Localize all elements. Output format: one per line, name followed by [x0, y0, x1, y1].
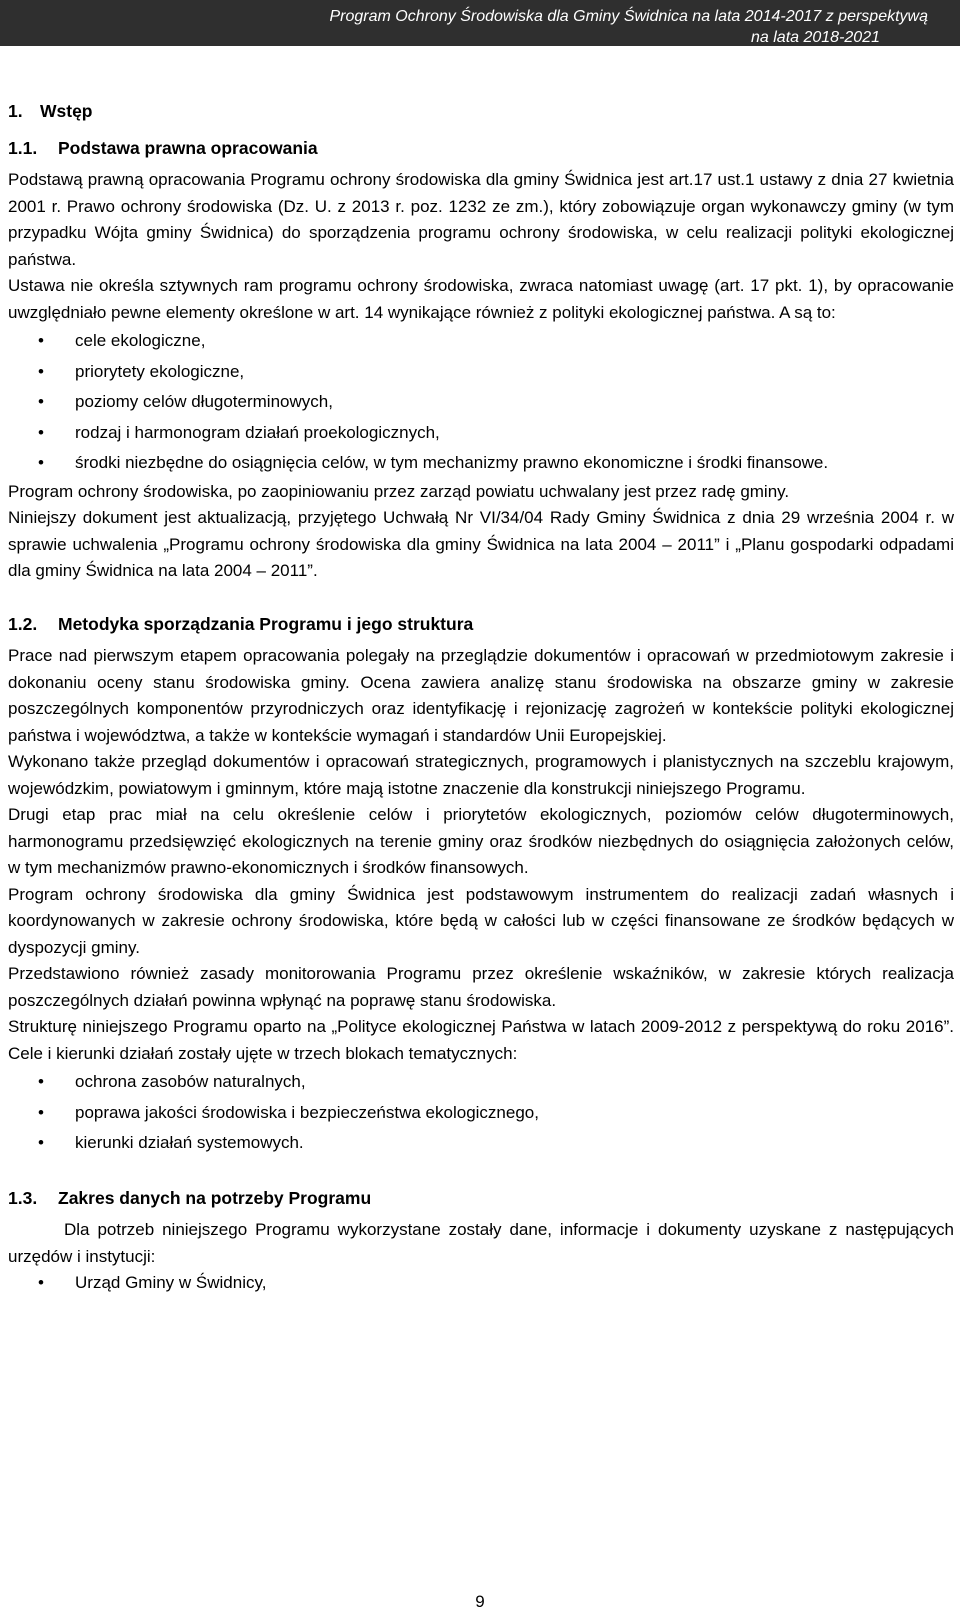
- spacer: [8, 585, 954, 611]
- list-item: • rodzaj i harmonogram działań proekologicznych,: [8, 418, 954, 449]
- document-body: [8, 88, 954, 1297]
- paragraph: Dla potrzeb niniejszego Programu wykorzystane zostały dane, informacje i dokumenty uzyskane z następujących urzędów i instytucji:: [8, 1220, 954, 1266]
- page-number: 9: [475, 1592, 485, 1611]
- section-heading-1-3: [8, 1185, 954, 1212]
- section-heading-1: [8, 98, 954, 125]
- header-title-line2: na lata 2018-2021: [751, 29, 880, 46]
- spacer: [8, 1159, 954, 1185]
- running-header: [0, 0, 960, 46]
- paragraph: Ustawa nie określa sztywnych ram programu ochrony środowiska, zwraca natomiast uwagę (art. 17 pkt. 1), by opracowanie uwzględniało pewne elementy określone w art. 14 wynikające również z polityki ekologicznej państwa. A są to:: [8, 276, 954, 322]
- section-number: 1.: [8, 101, 23, 121]
- list-item: • Urząd Gminy w Świdnicy,: [8, 1270, 954, 1297]
- section-title: Wstęp: [40, 101, 93, 121]
- section-title: Podstawa prawna opracowania: [58, 137, 318, 158]
- section-number: 1.2.: [8, 613, 38, 634]
- paragraph: Podstawą prawną opracowania Programu ochrony środowiska dla gminy Świdnica jest art.17 ust.1 ustawy z dnia 27 kwietnia 2001 r. Prawo ochrony środowiska (Dz. U. z 2013 r. poz. 1232 ze zm.), który zobowiązuje organ wykonawczy gminy (w tym przypadku Wójta gminy Świdnica) do sporządzenia programu ochrony środowiska, w celu realizacji polityki ekologicznej państwa.: [8, 170, 954, 269]
- bullet-list: [8, 326, 954, 479]
- list-item: • ochrona zasobów naturalnych,: [8, 1067, 954, 1098]
- paragraph: Drugi etap prac miał na celu określenie celów i priorytetów ekologicznych, poziomów celów długoterminowych, harmonogramu przedsięwzięć ekologicznych na terenie gminy oraz środków niezbędnych do osiągnięcia założonych celów, w tym mechanizmów prawno-ekonomicznych i środków finansowych.: [8, 805, 954, 877]
- paragraph: Niniejszy dokument jest aktualizacją, przyjętego Uchwałą Nr VI/34/04 Rady Gminy Świdnica z dnia 29 września 2004 r. w sprawie uchwalenia „Programu ochrony środowiska dla gminy Świdnica na lata 2004 – 2011” i „Planu gospodarki odpadami dla gminy Świdnica na lata 2004 – 2011”.: [8, 508, 954, 580]
- paragraph: Wykonano także przegląd dokumentów i opracowań strategicznych, programowych i planistycznych na szczeblu krajowym, wojewódzkim, powiatowym i gminnym, które mają istotne znaczenie dla konstrukcji niniejszego Programu.: [8, 752, 954, 798]
- paragraph: Program ochrony środowiska dla gminy Świdnica jest podstawowym instrumentem do realizacji zadań własnych i koordynowanych w zakresie ochrony środowiska, które będą w całości lub w części finansowane ze środków będących w dyspozycji gminy.: [8, 884, 954, 957]
- paragraph: Przedstawiono również zasady monitorowania Programu przez określenie wskaźników, w zakresie których realizacja poszczególnych działań powinna wpłynąć na poprawę stanu środowiska.: [8, 964, 954, 1010]
- section-number: 1.1.: [8, 137, 38, 158]
- paragraph: Program ochrony środowiska, po zaopiniowaniu przez zarząd powiatu uchwalany jest przez radę gminy.: [8, 481, 790, 501]
- section-title: Zakres danych na potrzeby Programu: [58, 1187, 372, 1208]
- bullet-list: [8, 1067, 954, 1159]
- list-item: • poziomy celów długoterminowych,: [8, 387, 954, 418]
- section-title: Metodyka sporządzania Programu i jego struktura: [58, 613, 474, 634]
- list-item: • cele ekologiczne,: [8, 326, 954, 357]
- paragraph: Prace nad pierwszym etapem opracowania polegały na przeglądzie dokumentów i opracowań w przedmiotowym zakresie i dokonaniu oceny stanu środowiska gminy. Ocena zawiera analizę stanu środowiska na obszarze gminy w zakresie poszczególnych komponentów przyrodniczych oraz identyfikację i rejonizację zagrożeń w kontekście polityki ekologicznej państwa i województwa, a także w kontekście wymagań i standardów Unii Europejskiej.: [8, 646, 954, 745]
- paragraph: Strukturę niniejszego Programu oparto na „Polityce ekologicznej Państwa w latach 2009-2012 z perspektywą do roku 2016”. Cele i kierunki działań zostały ujęte w trzech blokach tematycznych:: [8, 1017, 954, 1063]
- list-item: • środki niezbędne do osiągnięcia celów, w tym mechanizmy prawno ekonomiczne i środki finansowe.: [8, 448, 954, 479]
- list-item: • poprawa jakości środowiska i bezpieczeństwa ekologicznego,: [8, 1098, 954, 1129]
- section-heading-1-2: [8, 611, 954, 638]
- bullet-list: [8, 1270, 954, 1297]
- section-heading-1-1: [8, 135, 954, 162]
- list-item: • kierunki działań systemowych.: [8, 1128, 954, 1159]
- section-number: 1.3.: [8, 1187, 38, 1208]
- header-title-line1: Program Ochrony Środowiska dla Gminy Świdnica na lata 2014-2017 z perspektywą: [329, 8, 928, 25]
- list-item: • priorytety ekologiczne,: [8, 357, 954, 388]
